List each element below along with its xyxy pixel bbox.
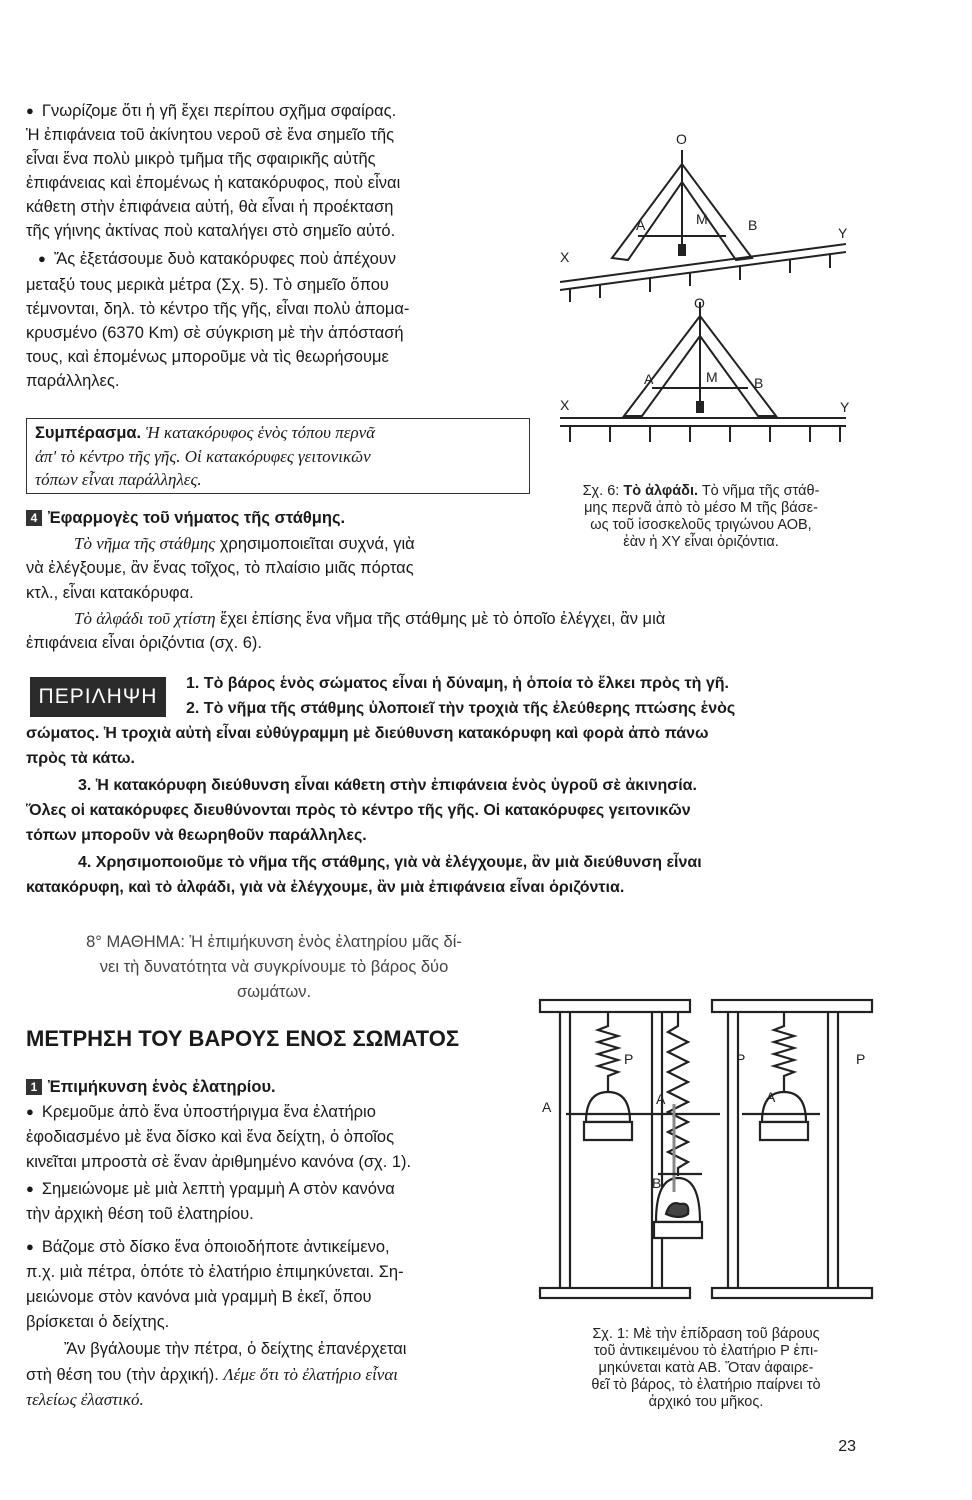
caption-text: ἐὰν ἡ ΧΥ εἶναι ὁριζόντια. [623, 534, 779, 550]
text-run: στὴ θέση του (τὴν ἀρχική). [26, 1366, 219, 1384]
summary-item: 1. Τὸ βάρος ἑνὸς σώματος εἶναι ἡ δύναμη, ἡ ὁποία τὸ ἕλκει πρὸς τὴ γῆ. [186, 675, 729, 692]
paragraph-line: νὰ ἐλέγξουμε, ἂν ἕνας τοῖχος, τὸ πλαίσιο μιᾶς πόρτας [26, 559, 414, 577]
section-title-text: Ἐπιμήκυνση ἑνὸς ἐλατηρίου. [48, 1078, 276, 1096]
label-a: A [636, 217, 646, 233]
paragraph-line: ● Σημειώνομε μὲ μιὰ λεπτὴ γραμμὴ Α στὸν κανόνα [26, 1178, 522, 1202]
label-x: X [560, 397, 570, 413]
conclusion-text: τόπων εἶναι παράλληλες. [35, 470, 202, 489]
section-title [26, 507, 522, 531]
caption-text: ως τοῦ ἰσοσκελοῦς τριγώνου ΑΟΒ, [590, 517, 812, 533]
summary-item: τόπων μποροῦν νὰ θεωρηθοῦν παράλληλες. [26, 827, 367, 844]
figure-6-level [540, 120, 870, 470]
paragraph-line: ἐπιφάνειας καὶ ἑπομένως ἡ κατακόρυφος, ποὺ εἶναι [26, 174, 401, 192]
paragraph-line: ● Κρεμοῦμε ἀπὸ ἕνα ὑποστήριγμα ἕνα ἐλατήριο [26, 1101, 522, 1125]
label-a: A [766, 1089, 776, 1105]
section-number: 1 [26, 1079, 42, 1095]
paragraph-line: ἐπιφάνεια εἶναι ὁριζόντια (σχ. 6). [26, 634, 262, 652]
figure-6-caption [556, 483, 846, 551]
paragraph-line: τὴν ἀρχικὴ θέση τοῦ ἐλατηρίου. [26, 1205, 254, 1223]
paragraph-line: ἐφοδιασμένο μὲ ἕνα δίσκο καὶ ἕνα δείχτη, ὁ ὁποῖος [26, 1128, 395, 1146]
label-m: M [696, 211, 708, 227]
caption-text: θεῖ τὸ βάρος, τὸ ἐλατήριο παίρνει τὸ [591, 1377, 821, 1393]
conclusion-label: Συμπέρασμα. [35, 424, 142, 442]
section-title-text: Ἐφαρμογὲς τοῦ νήματος τῆς στάθμης. [48, 509, 346, 527]
label-y: Y [838, 225, 848, 241]
paragraph-line: κινεῖται μπροστὰ σὲ ἕναν ἀριθμημένο κανόνα (σχ. 1). [26, 1153, 412, 1171]
paragraph-line: τελείως ἐλαστικό. [26, 1390, 144, 1409]
paragraph-line: π.χ. μιὰ πέτρα, ὁπότε τὸ ἐλατήριο ἐπιμηκύνεται. Ση- [26, 1263, 404, 1281]
paragraph-line: παράλληλες. [26, 372, 120, 390]
paragraph-line: βρίσκεται ὁ δείχτης. [26, 1313, 170, 1331]
summary-badge: ΠΕΡΙΛΗΨΗ [30, 677, 166, 717]
paragraph-line: κρυσμένο (6370 Km) σὲ σύγκριση μὲ τὴν ἀπόστασή [26, 324, 404, 342]
caption-text: τοῦ ἀντικειμένου τὸ ἐλατήριο Ρ ἐπι- [593, 1343, 819, 1359]
paragraph-line [26, 1363, 522, 1388]
conclusion-text: Ἡ κατακόρυφος ἑνὸς τόπου περνᾶ [145, 423, 376, 442]
section-number: 4 [26, 510, 42, 526]
caption-text: Σχ. 1: Μὲ τὴν ἐπίδραση τοῦ βάρους [592, 1326, 820, 1342]
conclusion-text: ἀπ' τὸ κέντρο τῆς γῆς. Οἱ κατακόρυφες γειτονικῶν [35, 447, 371, 466]
summary-item: 2. Τὸ νῆμα τῆς στάθμης ὑλοποιεῖ τὴν τροχιὰ τῆς ἐλεύθερης πτώσης ἑνὸς [186, 700, 736, 717]
paragraph-line: εἶναι ἕνα πολὺ μικρὸ τμῆμα τῆς σφαιρικῆς αὐτῆς [26, 150, 376, 168]
paragraph-line: κτλ., εἶναι κατακόρυφα. [26, 584, 194, 602]
caption-text: Τὸ νῆμα τῆς στάθ- [701, 483, 820, 499]
label-x: X [560, 249, 570, 265]
paragraph-line: τους, καὶ ἑπομένως μποροῦμε νὰ τὶς θεωρήσουμε [26, 348, 389, 366]
conclusion-box [26, 418, 530, 494]
paragraph-line: Ἄν βγάλουμε τὴν πέτρα, ὁ δείχτης ἐπανέρχεται [64, 1340, 407, 1358]
label-m: M [706, 369, 718, 385]
paragraph-line [26, 532, 522, 557]
lesson-line: νει τὴ δυνατότητα νὰ συγκρίνουμε τὸ βάρος δύο [99, 958, 449, 976]
summary-item: 4. Χρησιμοποιοῦμε τὸ νῆμα τῆς στάθμης, γιὰ νὰ ἐλέγχουμε, ἂν μιὰ διεύθυνση εἶναι [78, 854, 702, 871]
figure-1-springs [536, 992, 876, 1308]
label-p: P [736, 1051, 746, 1067]
caption-bold: Τὸ ἀλφάδι. [623, 483, 699, 499]
paragraph-line: Ἡ ἐπιφάνεια τοῦ ἀκίνητου νεροῦ σὲ ἕνα σημεῖο τῆς [26, 126, 395, 144]
label-o: O [694, 295, 705, 311]
label-a: A [656, 1091, 666, 1107]
lesson-header [26, 930, 522, 1005]
text-run: χρησιμοποιεῖται συχνά, γιὰ [219, 535, 415, 553]
italic-term: Τὸ νῆμα τῆς στάθμης [74, 534, 216, 553]
text-run: ἔχει ἐπίσης ἕνα νῆμα τῆς στάθμης μὲ τὸ ὁποῖο ἐλέγχει, ἂν μιὰ [220, 610, 666, 628]
lesson-line: 8° ΜΑΘΗΜΑ: Ἡ ἐπιμήκυνση ἑνὸς ἐλατηρίου μᾶς δί- [86, 933, 462, 951]
label-b: B [652, 1175, 662, 1191]
caption-prefix: Σχ. 6: [582, 483, 620, 499]
figure-1-caption [556, 1326, 856, 1411]
caption-text: μης περνᾶ ἀπὸ τὸ μέσο Μ τῆς βάσε- [584, 500, 818, 516]
label-b: B [748, 217, 758, 233]
label-p: P [856, 1051, 866, 1067]
italic-term: Λέμε ὅτι τὸ ἐλατήριο εἶναι [223, 1365, 398, 1384]
label-a: A [542, 1099, 552, 1115]
page-heading: ΜΕΤΡΗΣΗ ΤΟΥ ΒΑΡΟΥΣ ΕΝΟΣ ΣΩΜΑΤΟΣ [26, 1026, 460, 1051]
paragraph-line: μεταξύ τους μερικὰ μέτρα (Σχ. 5). Τὸ σημεῖο ὅπου [26, 276, 389, 294]
paragraph-line: τέμνονται, δηλ. τὸ κέντρο τῆς γῆς, εἶναι πολὺ ἀπομα- [26, 300, 410, 318]
caption-text: ἀρχικό του μῆκος. [648, 1394, 764, 1410]
paragraph-line: τῆς γήινης ἀκτίνας ποὺ καταλήγει στὸ σημεῖο αὐτό. [26, 222, 396, 240]
paragraph-line: κάθετη στὴν ἐπιφάνεια αὐτή, θὰ εἶναι ἡ προέκταση [26, 198, 394, 216]
level-lower [560, 302, 846, 442]
paragraph-line: μειώνομε στὸν κανόνα μιὰ γραμμὴ Β ἐκεῖ, ὅπου [26, 1288, 372, 1306]
summary-item: κατακόρυφη, καὶ τὸ ἀλφάδι, γιὰ νὰ ἐλέγχουμε, ἂν μιὰ ἐπιφάνεια εἶναι ὁριζόντια. [26, 879, 625, 896]
page-number: 23 [838, 1438, 856, 1455]
summary-item: σώματος. Ἡ τροχιὰ αὐτὴ εἶναι εὐθύγραμμη μὲ διεύθυνση κατακόρυφη καὶ φορὰ ἀπὸ πάνω [26, 725, 709, 742]
paragraph-line: ● Ἄς ἐξετάσουμε δυὸ κατακόρυφες ποὺ ἀπέχουν [26, 248, 522, 272]
summary-item: πρὸς τὰ κάτω. [26, 750, 135, 767]
summary-item: Ὅλες οἱ κατακόρυφες διευθύνονται πρὸς τὸ κέντρο τῆς γῆς. Οἱ κατακόρυφες γειτονικῶν [26, 802, 691, 819]
label-a: A [644, 371, 654, 387]
label-b: B [754, 375, 764, 391]
section-title [26, 1076, 522, 1100]
label-y: Y [840, 399, 850, 415]
paragraph-line [26, 607, 950, 632]
lesson-line: σωμάτων. [236, 983, 312, 1001]
caption-text: μηκύνεται κατὰ ΑΒ. Ὅταν ἀφαιρε- [598, 1360, 814, 1376]
label-p: P [624, 1051, 634, 1067]
summary-item: 3. Ἡ κατακόρυφη διεύθυνση εἶναι κάθετη στὴν ἐπιφάνεια ἑνὸς ὑγροῦ σὲ ἀκινησία. [78, 777, 697, 794]
paragraph-line: ● Γνωρίζομε ὅτι ἡ γῆ ἔχει περίπου σχῆμα σφαίρας. [26, 100, 522, 124]
paragraph-line: ● Βάζομε στὸ δίσκο ἕνα ὁποιοδήποτε ἀντικείμενο, [26, 1236, 522, 1260]
label-o: O [676, 131, 687, 147]
italic-term: Τὸ ἀλφάδι τοῦ χτίστη [74, 609, 216, 628]
